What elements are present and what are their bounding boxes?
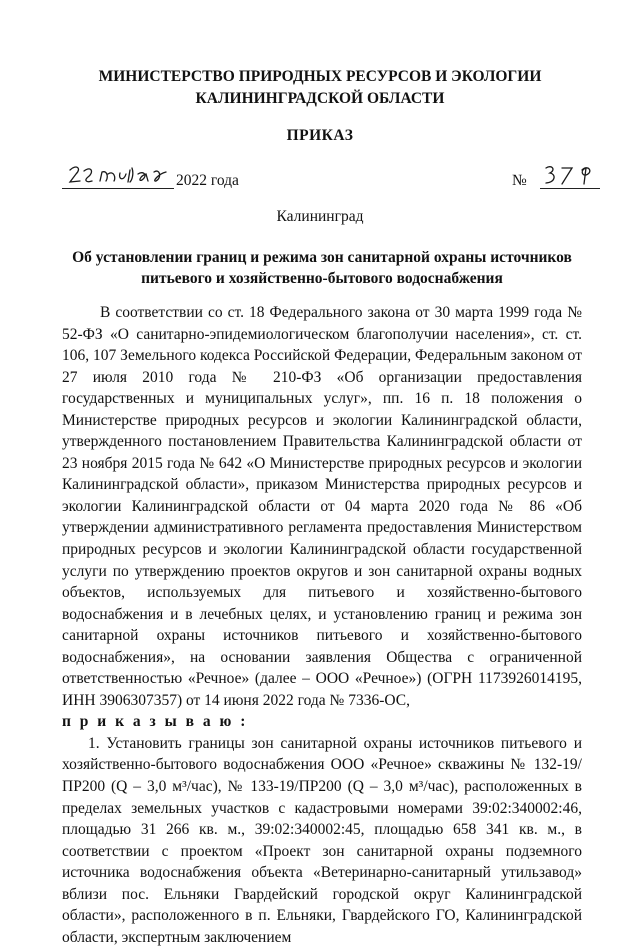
order-verb-paragraph xyxy=(62,711,582,733)
city-name: Калининград xyxy=(276,208,364,225)
document-title: Об установлении границ и режима зон санитарной охраны источников питьевого и хозяйственно-бытового водоснабжения xyxy=(72,249,572,287)
order-verb: п р и к а з ы в а ю : xyxy=(62,713,248,731)
handwritten-date xyxy=(62,162,174,189)
handwritten-date-signature xyxy=(62,162,174,188)
number-sign: № xyxy=(512,172,527,189)
handwritten-number xyxy=(540,162,600,189)
handwritten-number-signature xyxy=(540,162,600,188)
document-type-title: ПРИКАЗ xyxy=(286,127,354,144)
date-number-row xyxy=(62,168,582,194)
document-body xyxy=(62,302,582,948)
preamble-paragraph: В соответствии со ст. 18 Федерального закона от 30 марта 1999 года № 52-ФЗ «О санитарно-эпидемиологическом благополучии населения», ст. ст. 106, 107 Земельного кодекса Российской Федерации, Федеральным законом от 27 июля 2010 года № 210-ФЗ «Об организации предоставления государственных и муниципальных услуг», пп. 16 п. 18 положения о Министерстве природных ресурсов и экологии Калининградской области, утвержденного постановлением Правительства Калининградской области от 23 ноября 2015 года № 642 «О Министерстве природных ресурсов и экологии Калининградской области», приказом Министерства природных ресурсов и экологии Калининградской области от 04 марта 2020 года № 86 «Об утверждении административного регламента предоставления Министерством природных ресурсов и экологии Калининградской области государственной услуги по утверждению проектов округов и зон санитарной охраны водных объектов, используемых для питьевого и хозяйственно-бытового водоснабжения и в лечебных целях, и установлению границ и режима зон санитарной охраны источников питьевого и хозяйственно-бытового водоснабжения», на основании заявления Общества с ограниченной ответственностью «Речное» (далее – ООО «Речное») (ОГРН 1173926014195, ИНН 3906307357) от 14 июня 2022 года № 7336-ОС, xyxy=(62,304,582,709)
ministry-name-line1: МИНИСТЕРСТВО ПРИРОДНЫХ РЕСУРСОВ И ЭКОЛОГИИ xyxy=(98,68,542,85)
order-item-1: 1. Установить границы зон санитарной охраны источников питьевого и хозяйственно-бытового водоснабжения ООО «Речное» скважины № 132-19/ПР200 (Q – 3,0 м³/час), № 133-19/ПР200 (Q – 3,0 м³/час), расположенных в пределах земельных участков с кадастровыми номерами 39:02:340002:46, площадью 31 266 кв. м., 39:02:340002:45, площадью 658 341 кв. м., в соответствии с проектом «Проект зон санитарной охраны подземного источника водоснабжения объекта «Ветеринарно-санитарный утильзавод» вблизи пос. Ельняки Гвардейский городской округ Калининградской области», расположенного в п. Ельняки, Гвардейского ГО, Калининградской области, экспертным заключением xyxy=(62,734,582,946)
ministry-name-line2: КАЛИНИНГРАДСКОЙ ОБЛАСТИ xyxy=(195,90,445,107)
date-year-text: 2022 года xyxy=(176,172,239,189)
